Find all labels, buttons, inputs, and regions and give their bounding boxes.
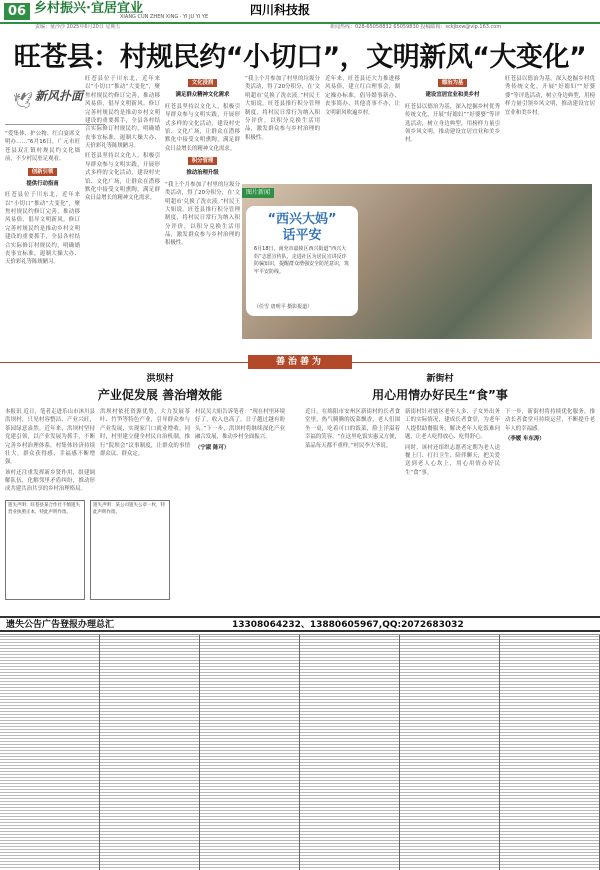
article-col-3: [165, 75, 240, 350]
ad-phones: 13308064232、13880605967,QQ:2072683032: [232, 620, 464, 630]
right-col-3: [505, 408, 595, 608]
col1-text-cont: 旺苍县位于川东北，近年来以“小切口”推动“大变化”，聚焦村规民约修订完善，推动移风易俗，倡导文明新风。修订完善村规民约是推动乡村文明建设的重要抓手，全县各村结合实际修订村规民约，明确婚丧事宜标准，遏制大操大办、天价彩礼等陈规陋习。: [85, 76, 160, 149]
article-col-1: [5, 130, 80, 350]
page-number: 06: [4, 3, 30, 20]
col3-text-cont: “我上个月参加了村里的垃圾分类活动，得了20分积分，在‘文明超市’兑换了洗衣液。”村民王大姐说。旺苍县推行积分管理制度，将村民日常行为纳入积分评价，以积分兑换生活用品，激发群众参与乡村治理的积极性。: [245, 76, 320, 141]
right-credit: （李媛 车东涛）: [505, 436, 545, 443]
contact-line: 新闻热线：028-65058832 65059830 投稿邮箱：sckjbxw@vip.163.com: [330, 24, 502, 30]
left-body-3: 村民吴大姐告诉笔者：“现在村里环境好了，收入也高了，日子越过越有盼头。”下一步，洪坝村将继续深化产业融合发展，推动乡村全面振兴。: [195, 409, 285, 441]
right-col-1: [305, 408, 400, 608]
col4-text: 近年来，旺苍县还大力推进移风易俗，建立红白理事会，制定操办标准，倡导婚事新办、丧事简办、其他喜事不办，让文明新风吹遍乡村。: [325, 76, 400, 116]
notice-box-2: [90, 500, 170, 600]
right-body-2: 新街村针对辖区老年人多、子女外出务工的实际情况，建成长者食堂，为老年人提供助餐服务，解决老年人吃饭难问题，让老人吃得放心、吃得舒心。: [405, 409, 500, 441]
main-headline: 旺苍县：村规民约“小切口”，文明新风“大变化”: [13, 42, 587, 73]
masthead: 四川科技报: [250, 3, 311, 17]
news-photo: [242, 184, 592, 339]
subhead-a2: 提供行动指南: [26, 180, 59, 187]
left-kicker: 洪坝村: [146, 374, 174, 384]
right-body-4: 下一步，新街村将持续优化服务，推动长者食堂可持续运营，不断提升老年人的幸福感。: [505, 409, 595, 432]
left-credit: （宁淑 陈可）: [195, 444, 230, 451]
photo-title: “西兴大妈” 话平安: [267, 212, 337, 243]
col1-text: 旺苍县位于川东北，近年来以“小切口”推动“大变化”，聚焦村规民约修订完善，推动移风易俗，倡导文明新风。修订完善村规民约是推动乡村文明建设的重要抓手，全县各村结合实际修订村规民约，明确婚丧事宜标准，遏制大操大办、天价彩礼等陈规陋习。: [5, 192, 80, 266]
ad-banner: [0, 616, 600, 632]
article-col-6: [405, 75, 500, 180]
col3-text: “我上个月参加了村里的垃圾分类活动，得了20分积分，在‘文明超市’兑换了洗衣液。”村民王大姐说。旺苍县推行积分管理制度，将村民日常行为纳入积分评价，以积分兑换生活用品，激发群众参与乡村治理的积极性。: [165, 181, 240, 247]
right-body-3: 同时，该村还组织志愿者定期为老人送餐上门、打扫卫生、陪伴聊天，把关爱送到老人心坎上，用心用情办好民生“食”事。: [405, 444, 500, 476]
right-title: 用心用情办好民生“食”事: [372, 387, 508, 402]
bird-icon: 🕊: [13, 91, 34, 110]
subhead-b2: 满足群众精神文化需求: [175, 92, 230, 99]
subhead-a: 创新引领: [28, 168, 58, 176]
col5-text: 旺苍县以德治为基，深入挖掘乡村优秀传统文化，开展“好媳妇”“好婆婆”等评选活动，树立身边典型，用榜样力量引领乡风文明，推动建设宜居宜业和美乡村。: [405, 103, 500, 144]
section-title: 乡村振兴·宜居宜业: [34, 1, 143, 16]
right-col-2: [405, 408, 500, 608]
article-col-5: [325, 75, 400, 180]
section-pinyin: XIANG CUN ZHEN XING · YI JU YI YE: [120, 14, 209, 20]
classified-ads-grid: [0, 634, 600, 870]
left-body-4: 该村还注重发挥新乡贤作用，组建调解队伍，化解邻里矛盾纠纷，推动形成共建共治共享的乡村治理格局。: [5, 469, 95, 493]
col2-text-cont: 旺苍县坚持以文化人，积极引导群众参与文明实践，开展形式多样的文化活动，建设村史馆、文化广场，让群众在潜移默化中接受文明熏陶，满足群众日益增长的精神文化需求。: [165, 103, 240, 152]
right-body-1: 近日，在绵阳市安州区新街村的长者食堂里，热气腾腾的饭菜飘香，老人们围坐一桌，吃着可口的饭菜，脸上洋溢着幸福的笑容。“在这里吃饭实惠又方便，菜品每天都不重样。”村民李大爷说。: [305, 409, 400, 449]
left-col-3: [195, 408, 285, 608]
subhead-b: 文化浸润: [188, 79, 218, 87]
subhead-c: 积分管理: [188, 157, 218, 165]
subhead-c2: 推动治理升级: [186, 170, 219, 177]
right-kicker: 新街村: [426, 374, 454, 384]
photo-caption-box: [246, 206, 358, 316]
page-header: [0, 0, 600, 24]
article-col-2: [85, 75, 160, 350]
left-title: 产业促发展 善治增效能: [97, 387, 223, 402]
photo-text: 6月18日，南充市嘉陵区西兴街道“西兴大妈”志愿宣传队，走进社区为居民宣讲反诈防骗知识，提醒群众增强安全防范意识，筑牢平安防线。: [254, 246, 350, 275]
section-banner: [0, 354, 600, 370]
article-col-4: [245, 75, 320, 180]
left-body-2: 洪坝村依托资源优势，大力发展茶叶、竹笋等特色产业，引导群众参与产业发展，实现家门口就业增收。同时，村里建立健全村民自治机制，推行“院坝会”议事制度，让群众的事情群众议、群众定。: [100, 409, 190, 457]
col2-text: 旺苍县坚持以文化人，积极引导群众参与文明实践，开展形式多样的文化活动，建设村史馆、文化广场，让群众在潜移默化中接受文明熏陶，满足群众日益增长的精神文化需求。: [85, 153, 160, 202]
right-section-head: [340, 374, 540, 403]
subhead-d2: 建设宜居宜业和美乡村: [425, 92, 480, 99]
col5-text-cont: 旺苍县以德治为基，深入挖掘乡村优秀传统文化，开展“好媳妇”“好婆婆”等评选活动，树立身边典型，用榜样力量引领乡风文明，推动建设宜居宜业和美乡村。: [505, 76, 595, 116]
left-body-1: 本报讯 近日，笔者走进乐山市沐川县洪坝村，只见村容整洁、产业兴旺，茶园绿意盎然。近年来，洪坝村坚持党建引领，以产业发展为抓手，不断完善乡村治理体系，村集体经济持续壮大，群众获得感、幸福感不断增强。: [5, 409, 95, 466]
ad-title: 遗失公告广告登报办理总汇: [6, 620, 115, 630]
logo-text: 新风扑面: [35, 89, 84, 103]
left-section-head: [60, 374, 260, 403]
banner-label: 善治善为: [248, 355, 352, 369]
photo-tag: 图片新闻: [242, 188, 274, 198]
article-col-7: [505, 75, 595, 180]
photo-credit: （任雪 唐明平 摄影报道）: [254, 304, 313, 310]
subhead-d: 德治为基: [438, 79, 468, 87]
editor-line: 责编：童沙沙 2025年6月20日 星期五: [35, 24, 121, 30]
notice-text-1: 遗失声明：旺苍县某合作社不慎遗失营业执照正本，特此声明作废。: [8, 503, 80, 515]
notice-box-1: [5, 500, 85, 600]
intro-text: “爱集体、护公物、红白宴席文明办……”6月16日，广元市旺苍县双汇镇村规民约文化墙前，不少村民驻足观看。: [5, 131, 80, 163]
notice-text-2: 遗失声明：某公司遗失公章一枚，特此声明作废。: [93, 503, 165, 515]
